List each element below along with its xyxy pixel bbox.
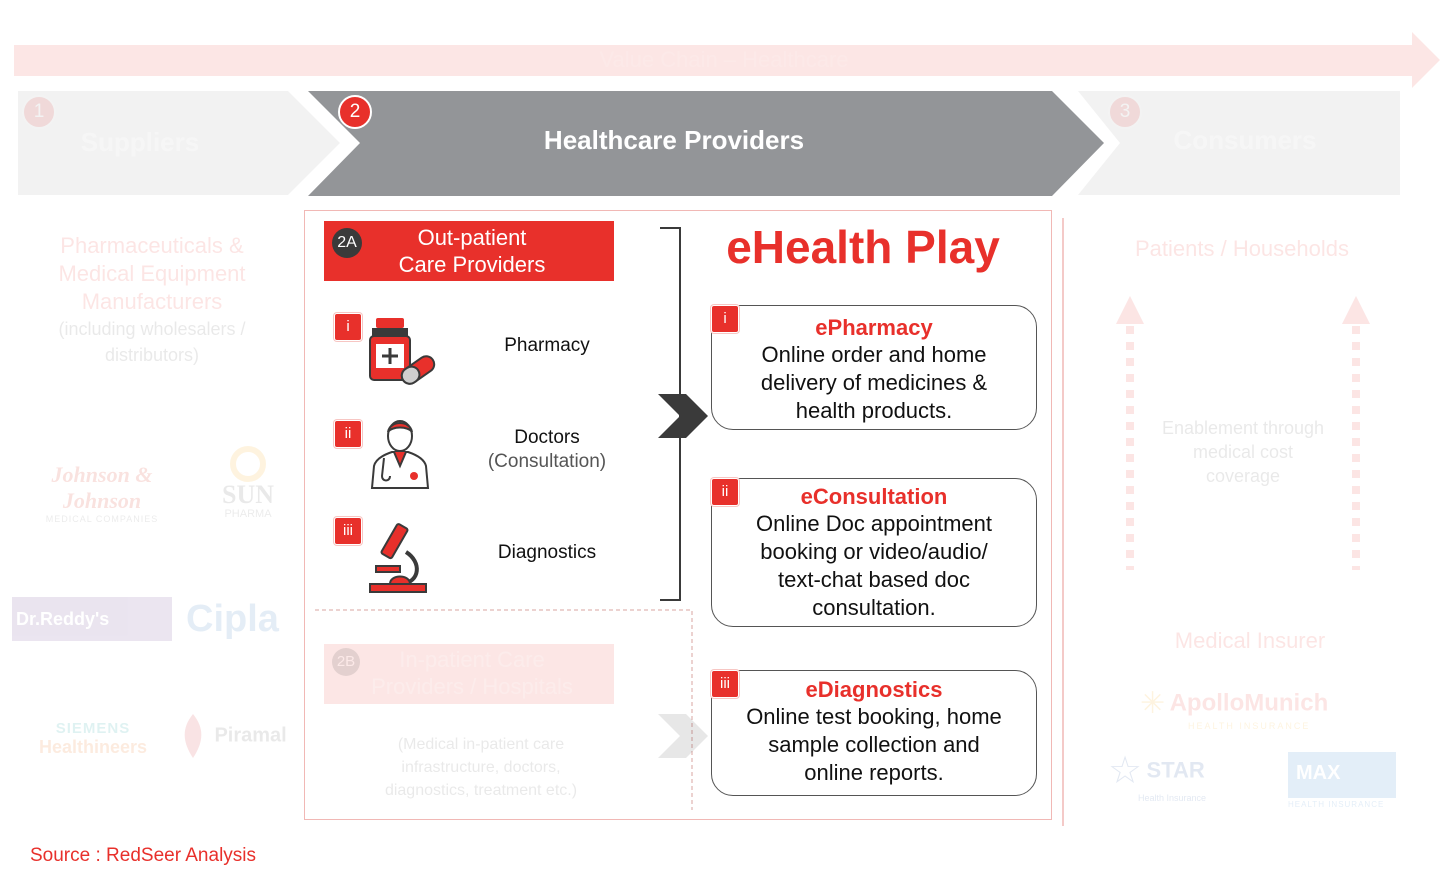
inpatient-desc-line: diagnostics, treatment etc.)	[384, 782, 578, 799]
econsultation-line: Online Doc appointment	[755, 511, 993, 536]
apollo-logo-text: ApolloMunich	[1169, 689, 1329, 717]
sun-logo-sub: PHARMA	[224, 508, 272, 520]
diagnostics-label: Diagnostics	[497, 542, 597, 563]
suppliers-title-line: Manufacturers	[81, 289, 223, 314]
econsultation-line: consultation.	[812, 595, 936, 620]
star-logo-text: STAR	[1146, 757, 1205, 783]
outpatient-chevron-icon	[658, 394, 708, 438]
apollo-logo-sub: HEALTH INSURANCE	[1188, 721, 1311, 731]
diagnostics-number: iii	[334, 517, 362, 545]
piramal-logo-text: Piramal	[214, 724, 287, 747]
consumers-stage-title: Consumers	[1173, 125, 1317, 155]
drreddys-logo-text: Dr.Reddy's	[16, 609, 110, 629]
epharmacy-card	[711, 305, 1037, 430]
suppliers-sub-line: (including wholesalers /	[58, 319, 246, 339]
enablement-line: medical cost	[1192, 442, 1294, 462]
epharmacy-title: ePharmacy	[815, 315, 933, 340]
pharmacy-label: Pharmacy	[504, 335, 590, 356]
patients-households-title: Patients / Households	[1134, 236, 1350, 261]
star-health-logo	[1108, 748, 1248, 803]
epharmacy-line: health products.	[795, 398, 953, 423]
inpatient-description	[350, 733, 612, 802]
epharmacy-line: Online order and home	[761, 342, 987, 367]
econsultation-title: eConsultation	[800, 484, 948, 509]
suppliers-title-line: Pharmaceuticals &	[60, 233, 244, 258]
source-note: Source : RedSeer Analysis	[30, 845, 257, 866]
inpatient-chevron-icon	[658, 714, 708, 760]
suppliers-title-line: Medical Equipment	[58, 261, 246, 286]
jnj-logo-sub: MEDICAL COMPANIES	[45, 514, 159, 524]
apollo-munich-logo	[1140, 686, 1370, 731]
right-up-arrow-icon	[1342, 296, 1370, 324]
doctors-sub-label: (Consultation)	[487, 451, 607, 472]
suppliers-stage-title: Suppliers	[80, 127, 200, 157]
enablement-line: coverage	[1205, 466, 1281, 486]
providers-number-badge: 2	[338, 95, 372, 129]
apollo-star-icon: ✳	[1140, 687, 1166, 720]
sun-logo-text: SUN	[221, 480, 274, 509]
inpatient-desc-line: (Medical in-patient care	[397, 736, 565, 753]
value-chain-label: Value Chain – Healthcare	[599, 47, 849, 72]
ediagnostics-line: Online test booking, home	[746, 704, 1002, 729]
enablement-text	[1140, 416, 1346, 488]
max-bupa-logo	[1288, 752, 1396, 809]
pharmacy-number: i	[334, 313, 362, 341]
inpatient-title-line: Providers / Hospitals	[371, 674, 573, 699]
outpatient-title-line: Out-patient	[417, 225, 527, 250]
inpatient-tag: 2B	[332, 648, 360, 676]
suppliers-number-badge: 1	[22, 95, 56, 129]
star-logo-sub: Health Insurance	[1138, 793, 1207, 803]
outpatient-title-line: Care Providers	[398, 252, 546, 277]
siemens-logo-sub: Healthineers	[38, 737, 148, 757]
econsultation-line: text-chat based doc	[777, 567, 970, 592]
consumers-number-badge: 3	[1108, 95, 1142, 129]
ehealth-play-title: eHealth Play	[726, 221, 1000, 273]
epharmacy-line: delivery of medicines &	[760, 370, 988, 395]
left-up-arrow-icon	[1116, 296, 1144, 324]
ediagnostics-number: iii	[711, 670, 739, 698]
max-logo-sub: HEALTH INSURANCE	[1288, 800, 1385, 809]
star-icon: ☆	[1108, 750, 1143, 792]
doctors-number: ii	[334, 420, 362, 448]
ediagnostics-title: eDiagnostics	[805, 677, 943, 702]
ediagnostics-card	[711, 670, 1037, 796]
cipla-logo: Cipla	[186, 598, 279, 640]
suppliers-sub-line: distributors)	[104, 345, 200, 365]
inpatient-title	[356, 646, 588, 700]
enablement-line: Enablement through	[1161, 418, 1325, 438]
providers-stage-title: Healthcare Providers	[543, 125, 805, 155]
econsultation-number: ii	[711, 478, 739, 506]
econsultation-line: booking or video/audio/	[760, 539, 988, 564]
siemens-logo-text: SIEMENS	[55, 720, 131, 737]
inpatient-desc-line: infrastructure, doctors,	[401, 759, 561, 776]
ediagnostics-line: sample collection and	[768, 732, 980, 757]
jnj-logo-text: Johnson & Johnson	[51, 462, 153, 513]
epharmacy-number: i	[711, 305, 739, 333]
inpatient-title-line: In-patient Care	[399, 647, 545, 672]
outpatient-tag: 2A	[332, 228, 362, 258]
medical-insurer-title: Medical Insurer	[1174, 628, 1326, 653]
econsultation-card	[711, 478, 1037, 627]
ediagnostics-line: online reports.	[804, 760, 944, 785]
max-logo-text: MAX	[1296, 762, 1341, 784]
doctors-label: Doctors	[514, 427, 580, 448]
